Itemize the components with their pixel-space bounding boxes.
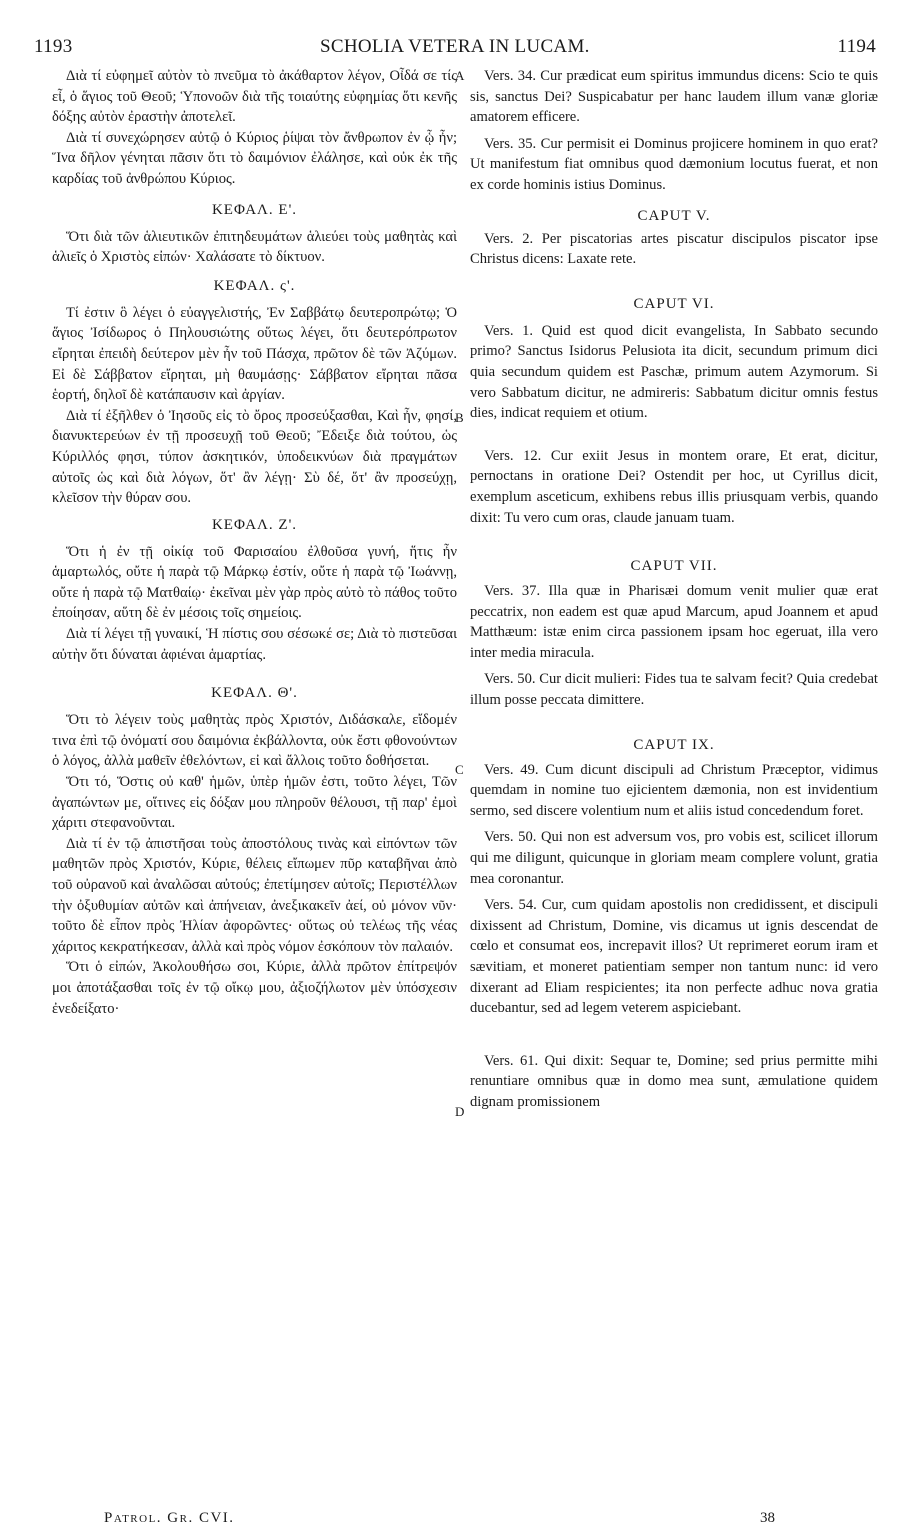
scholion-paragraph: Vers. 49. Cum dicunt discipuli ad Christum Præceptor, vidimus quemdam in nomine tuo ejicientem dæmonia, non est invidentium sermo, sed discere volentium num et aliis istud concedendum foret. — [470, 761, 878, 819]
margin-letter-b: B — [455, 410, 464, 425]
scholion-paragraph: Ὅτι ἡ ἐν τῇ οἰκίᾳ τοῦ Φαρισαίου ἐλθοῦσα γυνή, ἥτις ἦν ἁμαρτωλός, οὔτε ἡ παρὰ τῷ Μάρκῳ ἐστίν, οὔτε ἡ παρὰ τῷ Ἰωάννῃ, οὔτε ἡ παρὰ τῷ Ματθαίῳ· ἐκεῖναι μὲν γὰρ πρὸς αὐτὸ τὸ πάθος τοῦτο ἐποίησαν, αὕτη δὲ ἐν μέσοις τοῖς σημείοις. — [52, 543, 457, 622]
chapter-heading: ΚΕΦΑΛ. ς'. — [213, 277, 296, 294]
chapter-heading: CAPUT V. — [637, 207, 711, 224]
margin-letter-d: D — [455, 1104, 465, 1119]
scholion-paragraph: Vers. 37. Illa quæ in Pharisæi domum venit mulier quæ erat peccatrix, non eadem est quæ apud Marcum, apud Joannem et apud Matthæum: istæ enim circa passionem ipsam hoc egeruat, illa vero inter media miracula. — [470, 583, 878, 661]
scholion-paragraph: Vers. 12. Cur exiit Jesus in montem orare, Et erat, dicitur, pernoctans in oratione Dei? Ostendit per hoc, ut Cyrillus dicit, exemplum asceticum, exhibens rebus illis priusquam verbis, quando dixit: Tu vero cum oras, claude januam tuam. — [470, 447, 878, 526]
scholion-paragraph: Vers. 34. Cur prædicat eum spiritus immundus dicens: Scio te quis sis, sanctus Dei? Suspicabatur per hanc laudem illum vanæ gloriæ amatorem efficere. — [470, 68, 878, 126]
scholion-paragraph: Ὅτι διὰ τῶν ἁλιευτικῶν ἐπιτηδευμάτων ἁλιεύει τοὺς μαθητὰς καὶ ἁλιεῖς ὁ Χριστὸς εἰπών· Χαλάσατε τὸ δίκτυον. — [52, 228, 457, 266]
chapter-heading: CAPUT VII. — [630, 558, 718, 575]
chapter-heading: ΚΕΦΑΛ. Ζ'. — [211, 516, 298, 533]
footer-sheet-number: 38 — [760, 1510, 775, 1526]
scholion-paragraph: Διὰ τί συνεχώρησεν αὐτῷ ὁ Κύριος ῥίψαι τὸν ἄνθρωπον ἐν ᾧ ἦν; Ἵνα δῆλον γένηται πᾶσιν ὅτι τὸ δαιμόνιον ἐλάλησε, καὶ οὐκ ἐκ τῆς καρδίας τοῦ ἀνθρώπου Κύριος. — [52, 129, 457, 187]
running-title: SCHOLIA VETERA IN LUCAM. — [320, 36, 590, 57]
right-column-number: 1194 — [837, 36, 876, 57]
scholion-paragraph: Ὅτι ὁ εἰπών, Ἀκολουθήσω σοι, Κύριε, ἀλλὰ πρῶτον ἐπίτρεψόν μοι ἀποτάξασθαι τοῖς ἐν τῷ οἴκῳ μου, ἀξιοζήλωτον μὲν ὑπόσχεσιν ἐνεδείξατο· — [52, 959, 457, 1017]
scholion-paragraph: Vers. 50. Cur dicit mulieri: Fides tua te salvam fecit? Quia credebat illum posse peccata dimittere. — [470, 671, 878, 709]
chapter-heading: ΚΕΦΑΛ. Ε'. — [211, 201, 298, 218]
scholion-paragraph: Vers. 61. Qui dixit: Sequar te, Domine; sed prius permitte mihi renuntiare omnibus quæ in domo mea sunt, æmulatione quidem dignam promissionem — [470, 1052, 878, 1110]
scholion-paragraph: Τί ἐστιν ὃ λέγει ὁ εὐαγγελιστής, Ἐν Σαββάτῳ δευτεροπρώτῳ; Ὁ ἅγιος Ἰσίδωρος ὁ Πηλουσιώτης οὕτως λέγει, ὅτι δευτερόπρωτον εἴρηται ἐπειδὴ δεύτερον μὲν ἦν τοῦ Πάσχα, πρῶτον δὲ τῶν Ἀζύμων. Εἰ δὲ Σάββατον εἴρηται, μὴ θαυμάσῃς· Σάββατον εἴρηται πᾶσα ἑορτή, δηλοῖ δὲ κατάπαυσιν καὶ ἀργίαν. — [52, 304, 457, 404]
running-header — [0, 36, 916, 66]
scholion-paragraph: Vers. 35. Cur permisit ei Dominus projicere hominem in quo erat? Ut manifestum fiat omnibus quod dæmonium locutus fuerat, et non ex corde hominis istius Dominus. — [470, 135, 878, 193]
scholion-paragraph: Vers. 2. Per piscatorias artes piscatur discipulos piscator ipse Christus dicens: Laxate rete. — [470, 230, 878, 268]
scholion-paragraph: Διὰ τί ἐν τῷ ἀπιστῆσαι τοὺς ἀποστόλους τινὰς καὶ εἰπόντων τῶν μαθητῶν πρὸς Χριστόν, Κύριε, θέλεις εἴπωμεν πῦρ καταβῆναι ἀπὸ τοῦ οὐρανοῦ καὶ ἀναλῶσαι αὐτούς; ἐπετίμησεν αὐτοῖς; Περιστέλλων τὴν ὀξυθυμίαν αὐτῶν καὶ ἀπήνειαν, ἀνεξικακεῖν ἀεί, οὐ μόνον νῦν· τοῦτο δὲ εἶπον πρὸς Ἠλίαν ἀφορῶντες· οὕτως οὐ τελέως τῆς νέας χάριτος κεκρατήκεσαν, ἀλλὰ καὶ πρὸς νόμον ἐσκόπουν τὸν παλαιόν. — [52, 835, 457, 955]
scholion-paragraph: Ὅτι τὸ λέγειν τοὺς μαθητὰς πρὸς Χριστόν, Διδάσκαλε, εἴδομέν τινα ἐπὶ τῷ ὀνόματί σου δαιμόνια ἐκβάλλοντα, οὐκ ἔστι φθονούντων ὁ λόγος, ἀλλὰ μαθεῖν ἐθελόντων, εἰ καὶ ἄλλοις τοῦτο δοθήσεται. — [52, 712, 457, 770]
margin-letter-a: A — [455, 68, 465, 83]
chapter-heading: CAPUT VI. — [633, 295, 715, 312]
chapter-heading: CAPUT IX. — [633, 736, 715, 753]
left-column-number: 1193 — [34, 36, 73, 57]
scholion-paragraph: Διὰ τί εὐφημεῖ αὐτὸν τὸ πνεῦμα τὸ ἀκάθαρτον λέγον, Οἶδά σε τίς εἶ, ὁ ἅγιος τοῦ Θεοῦ; Ὑπονοῶν διὰ τῆς τοιαύτης εὐφημίας ὅτι κενῆς δόξης αὐτὸν ἐραστὴν ἀποτελεῖ. — [52, 68, 457, 126]
greek-column — [52, 66, 457, 1019]
scholion-paragraph: Διὰ τί ἐξῆλθεν ὁ Ἰησοῦς εἰς τὸ ὄρος προσεύξασθαι, Καὶ ἦν, φησί, διανυκτερεύων ἐν τῇ προσευχῇ τοῦ Θεοῦ; Ἔδειξε διὰ τούτου, ὡς Κύριλλός φησι, τύπον ἀσκητικόν, ὑποδεικνύων διὰ πραγμάτων αὐτοῖς ὡς καὶ διὰ λόγων, ὅτ' ἂν λέγῃ· Σὺ δέ, ὅτ' ἂν προσεύχῃ, κλεῖσον τὴν θύραν σου. — [52, 407, 457, 507]
footer-signature: Patrol. Gr. CVI. — [104, 1510, 235, 1526]
latin-column — [470, 66, 878, 1113]
scholion-paragraph: Vers. 54. Cur, cum quidam apostolis non credidissent, et discipuli dixissent ad Christum, Domine, vis dicamus ut ignis descendat de cœlo et consumat eos, increpavit illos? Ut reprimeret eorum iram et sævitiam, et moneret patientiam semper non tantum nunc: id vero dixerant ad Eliam respicientes; ita non perfecte adhuc nova gratia ducebantur, sed ad legem veterem aspiciebant. — [470, 897, 878, 1017]
margin-letter-c: C — [455, 762, 464, 777]
scholion-paragraph: Ὅτι τό, Ὅστις οὐ καθ' ἡμῶν, ὑπὲρ ἡμῶν ἐστι, τοῦτο λέγει, Τῶν ἀγαπώντων με, οἵτινες εἰς δόξαν μου πληροῦν θέλουσι, τῇ παρ' ἐμοὶ χάριτι στεφανοῦνται. — [52, 774, 457, 832]
chapter-heading: ΚΕΦΑΛ. Θ'. — [211, 685, 298, 702]
scholion-paragraph: Vers. 1. Quid est quod dicit evangelista, In Sabbato secundo primo? Sanctus Isidorus Pelusiota ita dicit, secundum primum dici quia secundum quidem est Paschæ, primum autem Azymorum. Si vero Sabbatum dicitur, ne admireris: Sabbatum dicitur omnis festus dies, indicat requiem et otium. — [470, 322, 878, 422]
scholion-paragraph: Διὰ τί λέγει τῇ γυναικί, Ἡ πίστις σου σέσωκέ σε; Διὰ τὸ πιστεῦσαι αὐτὴν ὅτι δύναται ἀφιέναι ἁμαρτίας. — [52, 626, 457, 663]
scholion-paragraph: Vers. 50. Qui non est adversum vos, pro vobis est, scilicet illorum qui me diligunt, quicunque in gloriam meam complere volunt, gratia mea coronantur. — [470, 829, 878, 887]
